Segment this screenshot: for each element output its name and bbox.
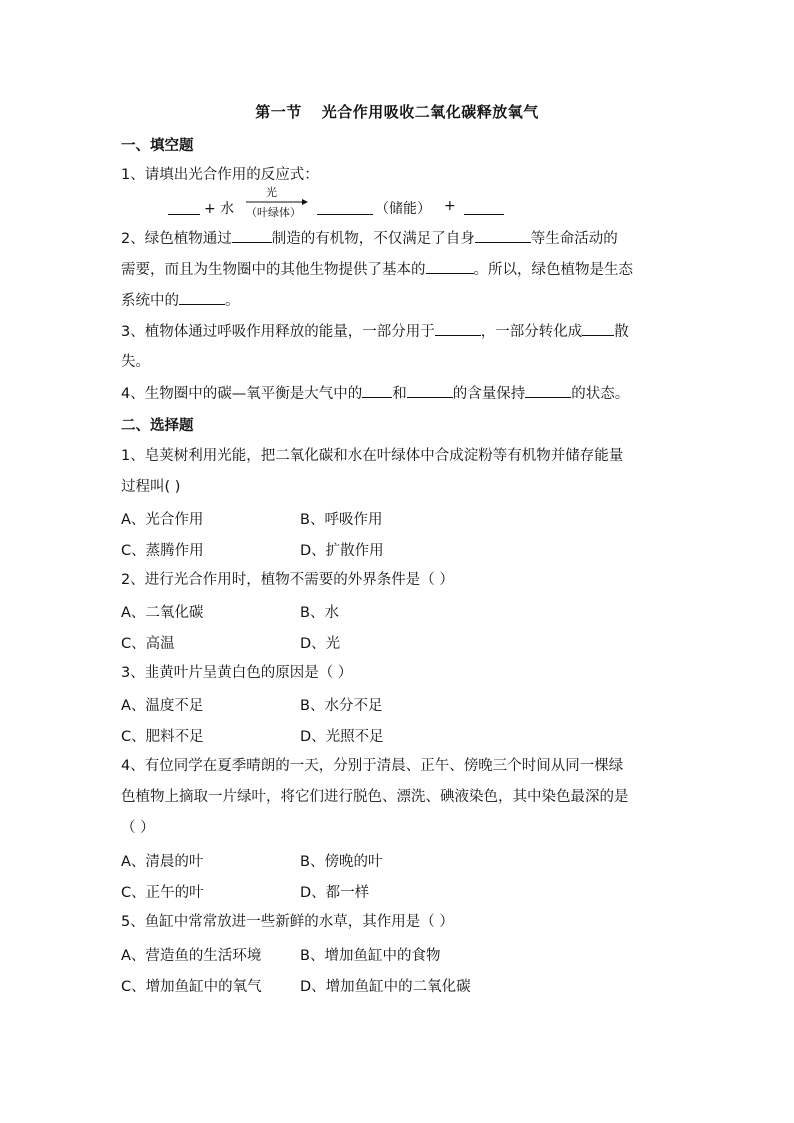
- question-text: 需要，而且为生物圈中的其他生物提供了基本的: [121, 262, 426, 278]
- question-line: [121, 228, 618, 249]
- question-line: [121, 321, 629, 342]
- question-text: 3、植物体通过呼吸作用释放的能量，一部分用于: [121, 324, 435, 340]
- answer-blank[interactable]: [582, 321, 614, 336]
- answer-blank[interactable]: [317, 200, 373, 215]
- question-text: 1、皂荚树利用光能，把二氧化碳和水在叶绿体中合成淀粉等有机物并储存能量: [121, 448, 624, 464]
- question-text: 5、鱼缸中常常放进一些新鲜的水草，其作用是（ ）: [121, 914, 454, 930]
- option-c[interactable]: C、增加鱼缸中的氧气: [121, 979, 262, 995]
- question-text: 4、生物圈中的碳—氧平衡是大气中的: [121, 386, 363, 402]
- question-line: [121, 290, 240, 311]
- option-a[interactable]: A、清晨的叶: [121, 854, 204, 870]
- arrow-label-chloroplast: （叶绿体）: [246, 206, 301, 219]
- option-a[interactable]: A、营造鱼的生活环境: [121, 948, 262, 964]
- arrow-label-light: 光: [266, 186, 277, 199]
- answer-blank[interactable]: [407, 383, 453, 398]
- option-c[interactable]: C、正午的叶: [121, 885, 204, 901]
- reaction-formula: [168, 186, 508, 218]
- question-text: 散: [614, 324, 629, 340]
- question-text: 制造的有机物，不仅满足了自身: [271, 231, 475, 247]
- question-text: 等生命活动的: [530, 231, 618, 247]
- option-d[interactable]: D、光: [300, 636, 341, 652]
- answer-blank[interactable]: [168, 200, 200, 215]
- option-b[interactable]: B、呼吸作用: [300, 512, 383, 528]
- question-text: ，一部分转化成: [480, 324, 583, 340]
- question-text: 1、请填出光合作用的反应式：: [121, 167, 319, 183]
- question-text: （ ）: [121, 820, 155, 836]
- answer-blank[interactable]: [232, 228, 272, 243]
- question-text: 和: [392, 386, 407, 402]
- option-b[interactable]: B、傍晚的叶: [300, 854, 383, 870]
- option-c[interactable]: C、蒸腾作用: [121, 543, 204, 559]
- option-d[interactable]: D、扩散作用: [300, 543, 384, 559]
- question-text: 的状态。: [571, 386, 630, 402]
- question-text: 色植物上摘取一片绿叶，将它们进行脱色、漂洗、碘液染色，其中染色最深的是: [121, 789, 629, 805]
- option-a[interactable]: A、二氧化碳: [121, 605, 204, 621]
- option-b[interactable]: B、水分不足: [300, 698, 383, 714]
- answer-blank[interactable]: [179, 290, 225, 305]
- section-heading-fill-blank: 一、填空题: [121, 137, 194, 154]
- formula-plus-water: + 水: [204, 201, 235, 217]
- option-d[interactable]: D、光照不足: [300, 729, 384, 745]
- answer-blank[interactable]: [464, 200, 504, 215]
- question-text: 2、绿色植物通过: [121, 231, 232, 247]
- answer-blank[interactable]: [426, 259, 474, 274]
- option-a[interactable]: A、光合作用: [121, 512, 204, 528]
- option-d[interactable]: D、都一样: [300, 885, 370, 901]
- option-c[interactable]: C、肥料不足: [121, 729, 204, 745]
- question-line: [121, 383, 629, 404]
- answer-blank[interactable]: [475, 228, 531, 243]
- question-text: 。: [225, 293, 240, 309]
- answer-blank[interactable]: [435, 321, 481, 336]
- formula-energy: （储能）: [375, 201, 431, 217]
- question-line: [121, 259, 633, 280]
- option-a[interactable]: A、温度不足: [121, 698, 204, 714]
- question-text: 过程叫( ): [121, 479, 181, 495]
- question-text: 4、有位同学在夏季晴朗的一天，分别于清晨、正午、傍晚三个时间从同一棵绿: [121, 758, 624, 774]
- question-text: 。所以，绿色植物是生态: [473, 262, 633, 278]
- option-d[interactable]: D、增加鱼缸中的二氧化碳: [300, 979, 471, 995]
- option-c[interactable]: C、高温: [121, 636, 175, 652]
- question-text: 的含量保持: [452, 386, 526, 402]
- title-section-number: 第一节: [255, 103, 302, 121]
- answer-blank[interactable]: [362, 383, 392, 398]
- answer-blank[interactable]: [525, 383, 571, 398]
- page-title: [0, 101, 794, 122]
- option-b[interactable]: B、水: [300, 605, 339, 621]
- question-text: 2、进行光合作用时，植物不需要的外界条件是（ ）: [121, 572, 454, 588]
- option-b[interactable]: B、增加鱼缸中的食物: [300, 948, 441, 964]
- question-text: 失。: [121, 354, 150, 370]
- formula-plus: +: [444, 198, 456, 214]
- question-text: 3、韭黄叶片呈黄白色的原因是（ ）: [121, 665, 353, 681]
- question-text: 系统中的: [121, 293, 179, 309]
- title-text: 光合作用吸收二氧化碳释放氧气: [321, 103, 539, 121]
- section-heading-multiple-choice: 二、选择题: [121, 417, 194, 434]
